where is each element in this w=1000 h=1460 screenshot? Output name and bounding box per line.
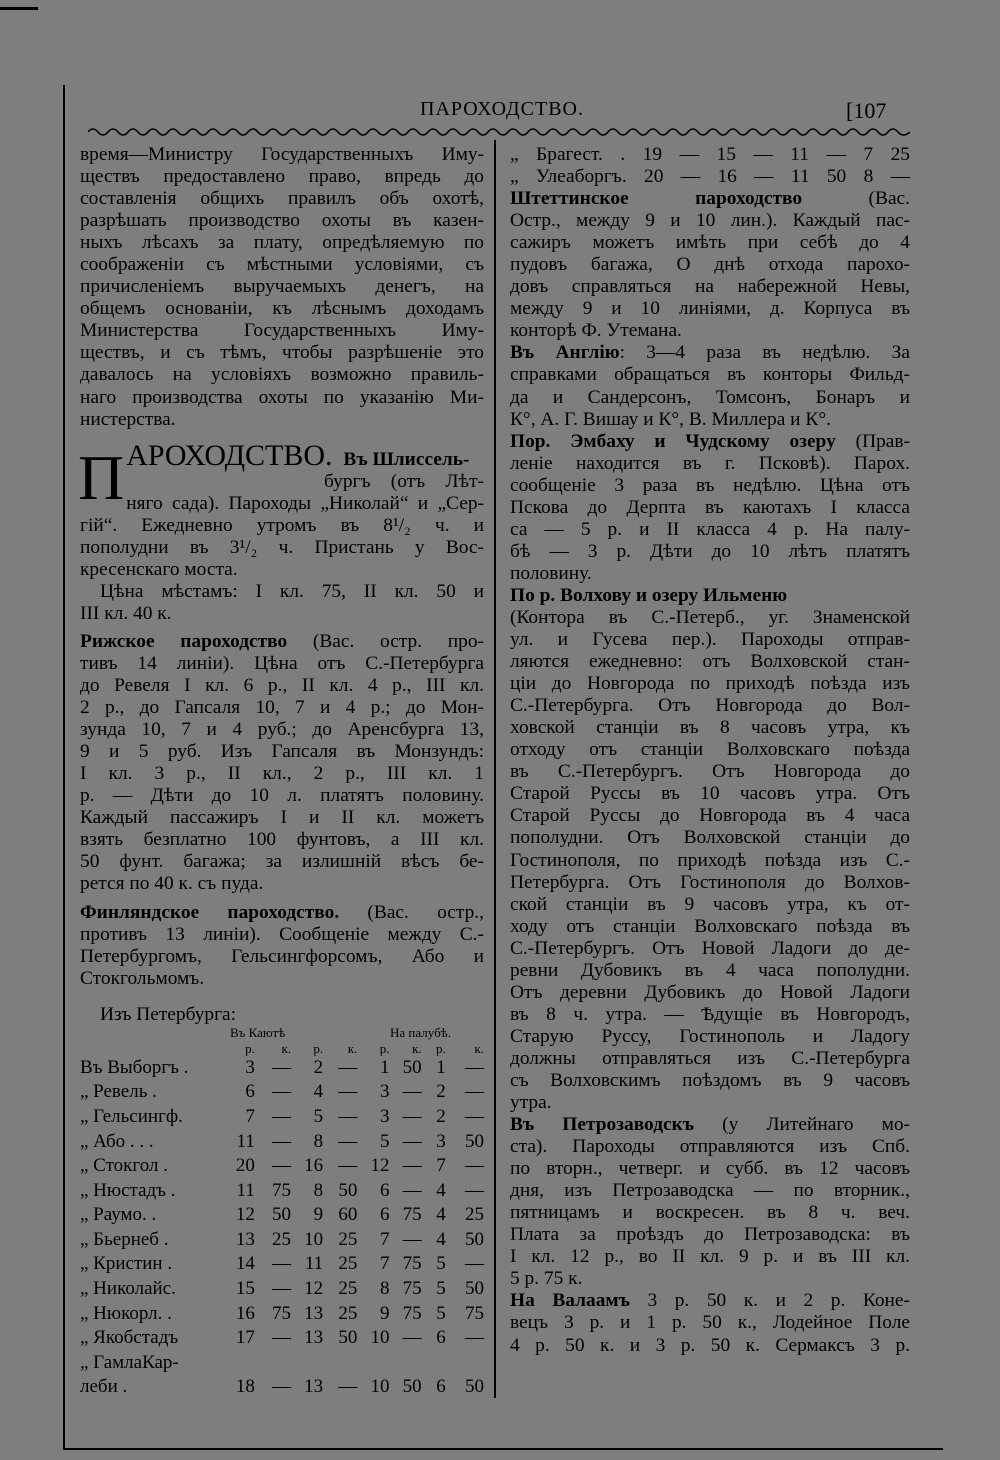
- fare-cell: —: [272, 1056, 292, 1078]
- table-row: [80, 1228, 484, 1253]
- destination-cell: „ Бьернеб .: [80, 1228, 169, 1250]
- embach-title: Пор. Эмбаху и Чудскому озеру: [510, 430, 836, 452]
- england-title: Въ Англію: [510, 342, 620, 364]
- valaam-line: вецъ 3 р. и 1 р. 50 к., Лодейное Поле: [510, 1312, 910, 1334]
- section-line: гій“. Ежедневно утромъ въ 8¹/₂ ч. и: [80, 514, 484, 536]
- fare-cell: 7: [436, 1155, 446, 1177]
- right-column: [510, 144, 910, 1357]
- finland-line: Петербургомъ, Гельсингфорсомъ, Або и: [80, 945, 484, 967]
- riga-line: взять безплатно 100 фунтовъ, а III кл.: [80, 829, 484, 851]
- volkhov-line: ховской станціи въ 8 часовъ утра, къ: [510, 717, 910, 739]
- destination-cell: леби .: [80, 1376, 128, 1398]
- table-row: [80, 1203, 484, 1228]
- fare-cell: 13: [235, 1228, 255, 1250]
- volkhov-line: Старой Руссы до Новгорода въ 4 часа: [510, 805, 910, 827]
- fare-cell: 60: [338, 1204, 358, 1226]
- fare-cell: 15: [235, 1278, 255, 1300]
- table-unit: р.: [245, 1040, 255, 1056]
- fare-cell: —: [465, 1081, 484, 1103]
- embach-line: леніе находится въ г. Псковѣ). Парох.: [510, 452, 910, 474]
- fare-cell: —: [402, 1228, 422, 1250]
- fare-cell: 20: [235, 1155, 255, 1177]
- table-unit: р.: [379, 1040, 390, 1056]
- intro-paragraph: [80, 144, 484, 431]
- fare-cell: 7: [379, 1228, 390, 1250]
- table-unit: к.: [347, 1040, 358, 1056]
- fare-cell: 2: [313, 1056, 324, 1078]
- fare-cell: [255, 1351, 291, 1376]
- destination-cell: „ Ревель .: [80, 1081, 157, 1103]
- fare-cell: —: [272, 1105, 292, 1127]
- fare-cell: 50: [402, 1056, 422, 1078]
- fare-cell: 2: [436, 1105, 446, 1127]
- fare-cell: —: [465, 1179, 484, 1201]
- petroz-line: ста). Пароходы отправляются изъ Спб.: [510, 1136, 910, 1158]
- riga-line: р. — Дѣти до 10 л. платятъ половину.: [80, 785, 484, 807]
- volkhov-line: въ С.-Петербургъ. Отъ Новгорода до: [510, 761, 910, 783]
- fare-cell: —: [465, 1253, 484, 1275]
- fare-cell: [221, 1351, 255, 1376]
- fare-cell: 11: [236, 1130, 255, 1152]
- fare-cell: 4: [313, 1081, 324, 1103]
- england-line: да и Сандерсонъ, Томсонъ, Бонаръ и: [510, 386, 910, 408]
- fare-cell: —: [338, 1105, 358, 1127]
- riga-line: до Ревеля I кл. 6 р., II кл. 4 р., III кл.: [80, 675, 484, 697]
- fare-cell: 16: [235, 1302, 255, 1324]
- table-group-headers: [80, 1026, 484, 1042]
- table-row: [80, 1056, 484, 1081]
- table-group-deck: На палубѣ.: [390, 1024, 451, 1040]
- table-row: [80, 1375, 484, 1400]
- fare-cell: 10: [304, 1228, 324, 1250]
- finland-title: Финляндское пароходство.: [80, 901, 340, 923]
- finland-paragraph: [80, 924, 484, 990]
- section-heading-block: [78, 438, 484, 625]
- fare-cell: —: [465, 1105, 484, 1127]
- fare-cell: [446, 1351, 484, 1376]
- intro-line: разрѣшать производство охоты въ казен-: [80, 210, 484, 232]
- riga-first-line: [80, 631, 484, 653]
- volkhov-line: С.-Петербургъ. Отъ Новой Ладоги до де-: [510, 937, 910, 959]
- fare-cell: 6: [379, 1204, 390, 1226]
- stettin-line: между 9 и 10 линіями, д. Корпуса въ: [510, 298, 910, 320]
- wavy-rule: [88, 125, 910, 139]
- fare-cell: 11: [236, 1179, 255, 1201]
- fare-cell: 50: [465, 1130, 484, 1152]
- table-row: [80, 1277, 484, 1302]
- riga-line: зунда 10, 7 и 4 руб.; до Аренсбурга 13,: [80, 719, 484, 741]
- fare-cell: —: [272, 1327, 292, 1349]
- fare-cell: 11: [304, 1253, 324, 1275]
- fare-cell: 6: [379, 1179, 390, 1201]
- table-unit: к.: [281, 1040, 292, 1056]
- fare-cell: 8: [379, 1278, 390, 1300]
- fare-cell: 13: [304, 1327, 324, 1349]
- fare-cell: 4: [436, 1228, 446, 1250]
- fare-cell: 5: [436, 1302, 446, 1324]
- fare-cell: 75: [465, 1302, 484, 1324]
- fare-cell: —: [338, 1081, 358, 1103]
- petroz-line: дня, изъ Петрозаводска — по вторник.,: [510, 1180, 910, 1202]
- volkhov-line: утра.: [510, 1092, 552, 1114]
- destination-cell: „ Нюстадъ .: [80, 1179, 176, 1201]
- fare-cell: 50: [465, 1376, 484, 1398]
- stettin-first-text: (Вас.: [868, 188, 910, 210]
- riga-paragraph: [80, 653, 484, 896]
- intro-line: ществъ предоставлено право, впредь до: [80, 166, 484, 188]
- fare-cell: [357, 1351, 389, 1376]
- fare-cell: 3: [379, 1105, 390, 1127]
- volkhov-line: ціи до Новгорода по приходѣ поѣзда изъ: [510, 673, 910, 695]
- riga-line: I кл. 3 р., II кл., 2 р., III кл. 1: [80, 763, 484, 785]
- intro-line: общемъ основаніи, къ лѣснымъ доходамъ: [80, 298, 484, 320]
- fare-continuation: [510, 144, 910, 188]
- volkhov-line: пополудни. Отъ Волховской станціи до: [510, 827, 910, 849]
- stettin-line: конторѣ Ф. Утемана.: [510, 320, 682, 342]
- intro-line: причисленіемъ выручаемыхъ денегъ, на: [80, 276, 484, 298]
- destination-cell: „ ГамлаКар-: [80, 1351, 179, 1373]
- table-group-cabin: Въ Каютѣ: [230, 1024, 286, 1040]
- section-line: бургъ (отъ Лѣт-: [324, 470, 484, 492]
- fare-cell: —: [338, 1155, 358, 1177]
- section-paragraph: [80, 471, 484, 625]
- volkhov-line: (Контора въ С.-Петерб., уг. Знаменской: [510, 606, 910, 628]
- destination-cell: Въ Выборгъ .: [80, 1056, 189, 1078]
- petroz-line: пятницамъ и воскресен. въ 8 ч. веч.: [510, 1202, 910, 1224]
- fare-cell: 75: [402, 1204, 422, 1226]
- stettin-title: Штеттинское пароходство: [510, 188, 803, 210]
- volkhov-line: ходу отъ станціи Волховскаго поѣзда въ: [510, 915, 910, 937]
- volkhov-line: ской станціи въ 9 часовъ утра, къ от-: [510, 893, 910, 915]
- embach-line: Пскова до Дерпта въ каютахъ I класса: [510, 496, 910, 518]
- fare-cell: 12: [304, 1278, 324, 1300]
- fare-cell: 6: [245, 1081, 255, 1103]
- volkhov-line: Петербурга. Отъ Гостинополя до Волхов-: [510, 871, 910, 893]
- fare-cell: 4: [436, 1179, 446, 1201]
- fare-cell: 9: [313, 1204, 324, 1226]
- fare-cell: 75: [272, 1179, 292, 1201]
- fare-cell: —: [338, 1376, 358, 1398]
- volkhov-line: ул. и Гусева пер.). Пароходы отправ-: [510, 629, 910, 651]
- volkhov-line: Гостинополя, по приходѣ поѣзда изъ С.-: [510, 849, 910, 871]
- fare-cell: 25: [338, 1302, 358, 1324]
- stettin-line: довъ справляться на набережной Невы,: [510, 276, 910, 298]
- fare-cell: 3: [245, 1056, 255, 1078]
- fare-cell: 75: [402, 1278, 422, 1300]
- fare-cell: 1: [436, 1056, 446, 1078]
- valaam-first-line: [510, 1290, 910, 1312]
- destination-cell: „ Кристин .: [80, 1253, 173, 1275]
- fare-cell: —: [338, 1130, 358, 1152]
- destination-cell: „ Або . . .: [80, 1130, 154, 1152]
- petroz-line: Плата за проѣздъ до Петрозаводска: въ: [510, 1224, 910, 1246]
- volkhov-line: Старую Руссу, Гостинополь и Ладогу: [510, 1025, 910, 1047]
- table-row: [80, 1154, 484, 1179]
- embach-line: са — 5 р. и II класса 4 р. На палу-: [510, 518, 910, 540]
- fare-cell: 25: [338, 1253, 358, 1275]
- fare-cell: 25: [465, 1204, 484, 1226]
- fare-cell: 7: [379, 1253, 390, 1275]
- frame-left-rule: [63, 85, 65, 1450]
- finland-line: Стокгольмомъ.: [80, 967, 205, 989]
- destination-cell: „ Нюкорл. .: [80, 1302, 172, 1324]
- fare-cell: —: [272, 1081, 292, 1103]
- petroz-first-text: (у Литейнаго мо-: [722, 1114, 910, 1136]
- fare-cell: 3: [379, 1081, 390, 1103]
- fare-cell: —: [402, 1155, 422, 1177]
- england-paragraph: [510, 364, 910, 430]
- fare-cell: 14: [235, 1253, 255, 1275]
- destination-cell: „ Гельсингф.: [80, 1105, 183, 1127]
- section-line: няго сада). Пароходы „Николай“ и „Сер-: [126, 492, 484, 514]
- steamer-table-wrap: [80, 1042, 484, 1412]
- fare-cell: 25: [338, 1278, 358, 1300]
- table-row: [80, 1252, 484, 1277]
- fare-cell: 75: [402, 1253, 422, 1275]
- petroz-title: Въ Петрозаводскъ: [510, 1114, 695, 1136]
- fare-cell: —: [402, 1081, 422, 1103]
- riga-line: рется по 40 к. съ пуда.: [80, 873, 264, 895]
- volkhov-line: отходу отъ станціи Волховскаго поѣзда: [510, 739, 910, 761]
- petroz-line: по вторн., четверг. и субб. въ 12 часовъ: [510, 1158, 910, 1180]
- table-units-row: [80, 1042, 484, 1056]
- section-lead: Въ Шлиссель-: [343, 448, 470, 470]
- valaam-title: На Валаамъ: [510, 1290, 630, 1312]
- fare-cell: —: [465, 1327, 484, 1349]
- stettin-paragraph: [510, 210, 910, 342]
- section-line: Цѣна мѣстамъ: I кл. 75, II кл. 50 и: [100, 580, 484, 602]
- fare-row: „ Брагест. . 19 — 15 — 11 — 7 25: [510, 144, 910, 165]
- fare-cell: 6: [436, 1327, 446, 1349]
- fare-cell: 8: [313, 1130, 324, 1152]
- fare-cell: 10: [370, 1327, 390, 1349]
- embach-first-text: (Прав-: [855, 430, 910, 452]
- fare-cell: —: [272, 1376, 292, 1398]
- steamer-fare-table: [80, 1042, 484, 1400]
- fare-cell: 50: [402, 1376, 422, 1398]
- petroz-first-line: [510, 1114, 910, 1136]
- section-line: III кл. 40 к.: [80, 602, 172, 624]
- stettin-line: Остр., между 9 и 10 лин.). Каждый пас-: [510, 210, 910, 232]
- fare-cell: —: [402, 1327, 422, 1349]
- destination-cell: „ Якобстадъ: [80, 1327, 179, 1349]
- intro-line: Министерства Государственныхъ Иму-: [80, 320, 484, 342]
- fare-cell: [389, 1351, 421, 1376]
- fare-cell: 5: [313, 1105, 324, 1127]
- table-caption: Изъ Петербурга:: [100, 1003, 237, 1025]
- fare-cell: —: [272, 1130, 292, 1152]
- fare-cell: 50: [465, 1228, 484, 1250]
- england-line: справками обращаться въ конторы Фильд-: [510, 364, 910, 386]
- embach-first-line: [510, 431, 910, 453]
- embach-line: сообщеніе 3 раза въ недѣлю. Цѣна отъ: [510, 474, 910, 496]
- fare-cell: 16: [304, 1155, 324, 1177]
- riga-first-text: (Вас. остр. про-: [312, 630, 484, 652]
- fare-cell: —: [272, 1278, 292, 1300]
- riga-line: тивъ 14 линіи). Цѣна отъ С.-Петербурга: [80, 652, 484, 674]
- table-unit: к.: [412, 1040, 422, 1056]
- destination-cell: „ Раумо. .: [80, 1204, 157, 1226]
- petroz-line: I кл. 12 р., во II кл. 9 р. и въ III кл.: [510, 1246, 910, 1268]
- fare-cell: —: [465, 1155, 484, 1177]
- england-first-text: : 3—4 раза въ недѣлю. За: [619, 342, 910, 364]
- table-unit: р.: [436, 1040, 446, 1056]
- intro-line: составленія общихъ правилъ объ охотѣ,: [80, 188, 484, 210]
- fare-cell: 50: [272, 1204, 292, 1226]
- section-title: АРОХОДСТВО.: [126, 438, 333, 472]
- england-line: К°, А. Г. Вишау и К°, В. Миллера и К°.: [510, 408, 831, 430]
- volkhov-line: должны отправляться изъ С.-Петербурга: [510, 1047, 910, 1069]
- section-line: пополудни въ 3¹/₂ ч. Пристань у Вос-: [80, 536, 484, 558]
- riga-line: 50 фунт. багажа; за излишній вѣсъ бе-: [80, 851, 484, 873]
- fare-cell: [323, 1351, 357, 1376]
- intro-line: время—Министру Государственныхъ Иму-: [80, 144, 484, 165]
- fare-cell: —: [338, 1056, 358, 1078]
- finland-first-line: [80, 902, 484, 924]
- fare-cell: 5: [436, 1278, 446, 1300]
- intro-line: нистерства.: [80, 408, 176, 430]
- intro-line: соображеніи съ мѣстными условіями, съ: [80, 254, 484, 276]
- volkhov-line: въ 8 ч. утра. — Ѣдущіе въ Новгородъ,: [510, 1003, 910, 1025]
- intro-line: наго производства охоты по указанію Ми-: [80, 386, 484, 408]
- fare-cell: 5: [436, 1253, 446, 1275]
- frame-bottom-rule: [63, 1448, 943, 1450]
- volkhov-title: По р. Волхову и озеру Ильменю: [510, 584, 788, 606]
- volkhov-line: ревни Дубовикъ въ 4 часа пополудни.: [510, 959, 910, 981]
- destination-cell: „ Стокгол .: [80, 1155, 168, 1177]
- table-row: [80, 1080, 484, 1105]
- fare-cell: 17: [235, 1327, 255, 1349]
- fare-cell: 4: [436, 1204, 446, 1226]
- england-first-line: [510, 342, 910, 364]
- fare-cell: 1: [379, 1056, 390, 1078]
- table-row: [80, 1302, 484, 1327]
- fare-cell: 50: [338, 1327, 358, 1349]
- volkhov-line: С.-Петербурга. Отъ Новгорода до Вол-: [510, 695, 910, 717]
- fare-cell: —: [272, 1155, 292, 1177]
- fare-cell: —: [465, 1056, 484, 1078]
- riga-title: Рижское пароходство: [80, 630, 288, 652]
- stettin-first-line: [510, 188, 910, 210]
- petroz-line: 5 р. 75 к.: [510, 1268, 583, 1290]
- volkhov-line: Старой Руссы въ 10 часовъ утра. Отъ: [510, 783, 910, 805]
- riga-line: Каждый пассажиръ I и II кл. можетъ: [80, 807, 484, 829]
- running-head: ПАРОХОДСТВО.: [420, 98, 584, 120]
- fare-cell: 2: [436, 1081, 446, 1103]
- corner-mark: [0, 7, 38, 10]
- volkhov-title-line: [510, 585, 910, 607]
- table-row: [80, 1179, 484, 1204]
- valaam-paragraph: [510, 1312, 910, 1356]
- table-row: [80, 1351, 484, 1376]
- fare-cell: 50: [338, 1179, 358, 1201]
- intro-line: ныхъ лѣсахъ за плату, опредѣляемую по: [80, 232, 484, 254]
- finland-first-text: (Вас. остр.,: [367, 901, 484, 923]
- intro-line: давалось на условіяхъ возможно правиль-: [80, 364, 484, 386]
- table-unit: к.: [474, 1040, 484, 1056]
- fare-cell: 75: [272, 1302, 292, 1324]
- fare-cell: —: [402, 1130, 422, 1152]
- volkhov-paragraph: [510, 607, 910, 1114]
- fare-cell: [422, 1351, 446, 1376]
- fare-cell: —: [402, 1105, 422, 1127]
- fare-cell: [291, 1351, 323, 1376]
- intro-line: ществъ, и съ тѣмъ, чтобы разрѣшеніе это: [80, 342, 484, 364]
- fare-cell: 75: [402, 1302, 422, 1324]
- section-line: кресенскаго моста.: [80, 558, 238, 580]
- stettin-line: сажиръ можетъ имѣть при себѣ до 4: [510, 232, 910, 254]
- column-divider: [494, 140, 496, 1398]
- fare-cell: 9: [379, 1302, 390, 1324]
- destination-cell: „ Николайс.: [80, 1278, 176, 1300]
- table-row: [80, 1326, 484, 1351]
- table-row: [80, 1130, 484, 1155]
- fare-cell: —: [272, 1253, 292, 1275]
- valaam-line: 4 р. 50 к. и 3 р. 50 к. Сермаксъ 3 р.: [510, 1334, 910, 1356]
- fare-cell: 12: [235, 1204, 255, 1226]
- page-number: [107: [846, 98, 887, 123]
- left-column: [80, 144, 484, 1412]
- fare-cell: 5: [379, 1130, 390, 1152]
- embach-line: бѣ — 3 р. Дѣти до 10 лѣтъ платятъ: [510, 540, 910, 562]
- fare-cell: 8: [313, 1179, 324, 1201]
- embach-line: половину.: [510, 562, 592, 584]
- fare-cell: 25: [272, 1228, 292, 1250]
- fare-cell: 7: [245, 1105, 255, 1127]
- fare-cell: 13: [304, 1302, 324, 1324]
- stettin-line: пудовъ багажа, О днѣ отхода парохо-: [510, 254, 910, 276]
- drop-initial: П: [78, 441, 125, 513]
- volkhov-line: Отъ деревни Дубовикъ до Новой Ладоги: [510, 981, 910, 1003]
- fare-cell: —: [402, 1179, 422, 1201]
- fare-cell: 25: [338, 1228, 358, 1250]
- riga-line: 9 и 5 руб. Изъ Гапсаля въ Монзундъ:: [80, 741, 484, 763]
- finland-line: противъ 13 линіи). Сообщеніе между С.-: [80, 923, 484, 945]
- valaam-first-text: 3 р. 50 к. и 2 р. Коне-: [647, 1290, 910, 1312]
- embach-paragraph: [510, 453, 910, 585]
- table-row: [80, 1105, 484, 1130]
- fare-row: „ Улеаборгъ. 20 — 16 — 11 50 8 —: [510, 166, 910, 188]
- fare-cell: 10: [370, 1376, 390, 1398]
- volkhov-line: ляются ежедневно: отъ Волховской стан-: [510, 651, 910, 673]
- fare-cell: 13: [304, 1376, 324, 1398]
- volkhov-line: съ Волховскимъ поѣздомъ въ 9 часовъ: [510, 1069, 910, 1091]
- petroz-paragraph: [510, 1136, 910, 1290]
- fare-cell: 50: [465, 1278, 484, 1300]
- fare-cell: 18: [235, 1376, 255, 1398]
- fare-cell: 12: [370, 1155, 390, 1177]
- fare-cell: 3: [436, 1130, 446, 1152]
- fare-cell: 6: [436, 1376, 446, 1398]
- table-unit: р.: [313, 1040, 324, 1056]
- riga-line: 2 р., до Гапсаля 10, 7 и 4 р.; до Мон-: [80, 697, 484, 719]
